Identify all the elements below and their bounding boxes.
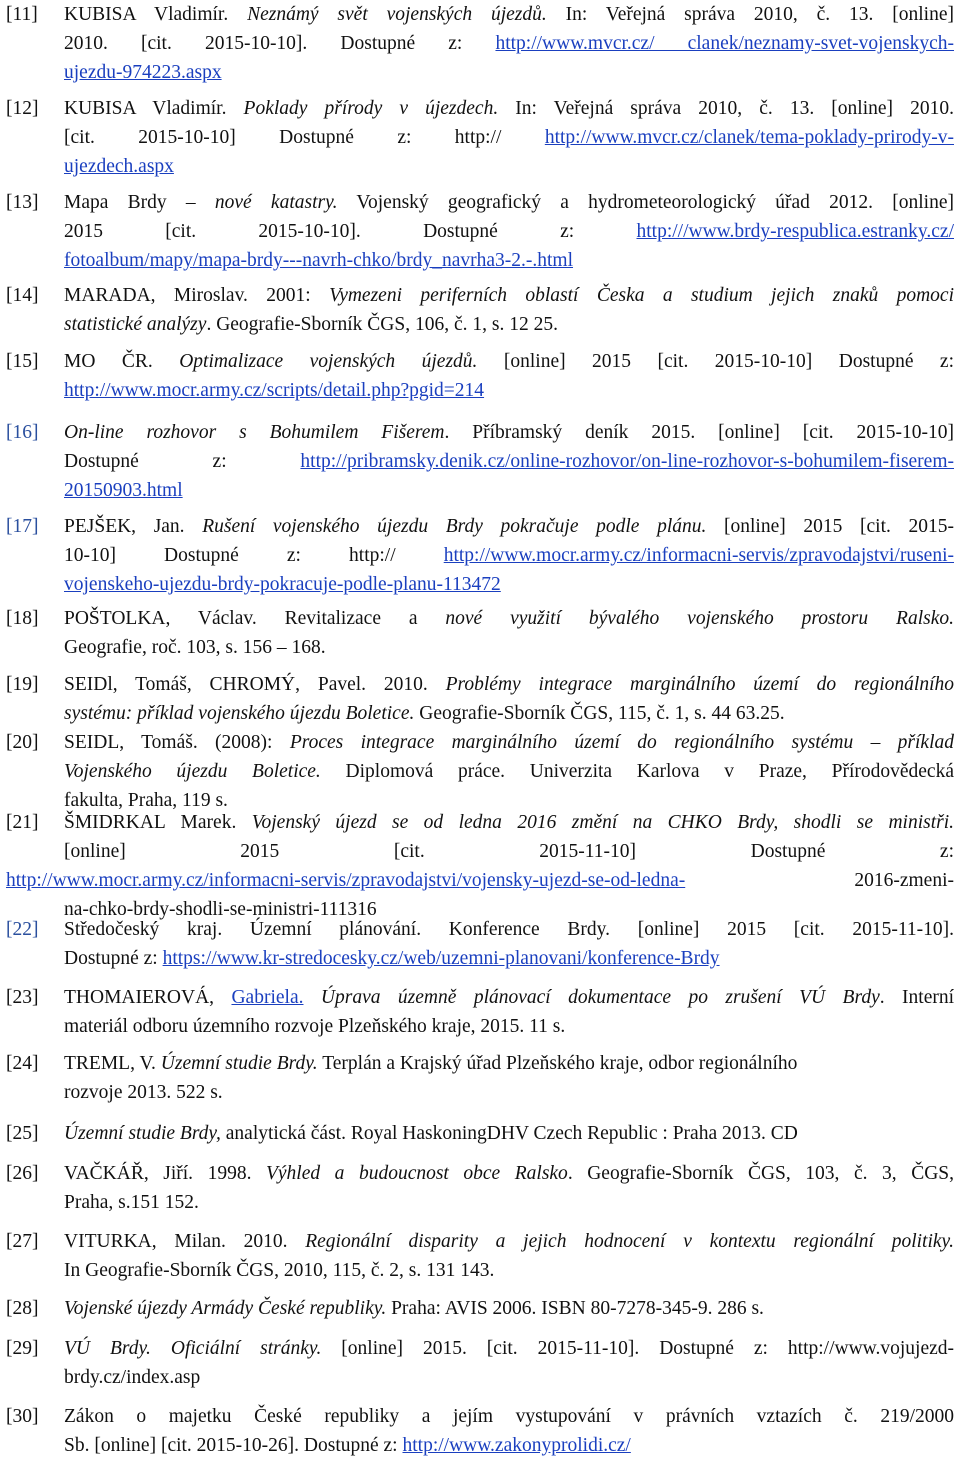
reference-text: TREML, V. <box>64 1053 161 1074</box>
reference-line <box>64 478 954 503</box>
reference-line <box>64 312 954 337</box>
reference-text: In: Veřejná správa 2010, č. 13. [online] <box>546 4 954 25</box>
reference-text: ŠMIDRKAL Marek. <box>64 812 252 833</box>
reference-line <box>64 672 954 697</box>
reference-number: [23] <box>6 987 39 1008</box>
reference-line <box>64 2 954 27</box>
reference-text: . Příbramský deník 2015. [online] [cit. 2015-10-10] <box>444 422 954 443</box>
reference-line <box>64 1404 954 1429</box>
reference-title: Vojenský újezd se od ledna 2016 změní na CHKO Brdy, shodli se ministři. <box>251 812 954 833</box>
reference-title: Vojenského újezdu Boletice. <box>64 761 321 782</box>
reference-line <box>64 154 954 179</box>
reference-number: [30] <box>6 1406 39 1427</box>
reference-line <box>64 759 954 784</box>
reference-line <box>64 514 954 539</box>
reference-number: [14] <box>6 285 39 306</box>
reference-link[interactable]: http:///www.brdy-respublica.estranky.cz/ <box>636 221 954 242</box>
reference-text: [online] 2015 [cit. 2015-10-10] Dostupné z: <box>477 351 954 372</box>
reference-line <box>64 1014 954 1039</box>
reference-number: [16] <box>6 422 39 443</box>
reference-text: [online] 2015 [cit. 2015- <box>706 516 954 537</box>
reference-text: [cit. 2015-10-10] Dostupné z: http:// <box>64 127 545 148</box>
reference-text: 10-10] Dostupné z: http:// <box>64 545 444 566</box>
reference-text: 2015 [cit. 2015-10-10]. Dostupné z: <box>64 221 637 242</box>
reference-text: SEIDL, Tomáš. (2008): <box>64 732 290 753</box>
reference-text: MARADA, Miroslav. 2001: <box>64 285 330 306</box>
reference-title: Územní studie Brdy, <box>64 1123 221 1144</box>
reference-line <box>64 31 954 56</box>
reference-link[interactable]: https://www.kr-stredocesky.cz/web/uzemni-planovani/konference-Brdy <box>162 948 720 969</box>
reference-text: Praha, s.151 152. <box>64 1192 199 1213</box>
reference-title: Neznámý svět vojenských újezdů. <box>247 4 547 25</box>
reference-text: brdy.cz/index.asp <box>64 1367 201 1388</box>
reference-line <box>64 1051 954 1076</box>
reference-text: PEJŠEK, Jan. <box>64 516 203 537</box>
reference-text: MO ČR. <box>64 351 180 372</box>
reference-text: [online] 2015. [cit. 2015-11-10]. Dostupné z: http://www.vojujezd- <box>321 1338 954 1359</box>
reference-title: Optimalizace vojenských újezdů. <box>179 351 478 372</box>
reference-line <box>64 378 954 403</box>
reference-line <box>64 1336 954 1361</box>
reference-text: analytická část. Royal HaskoningDHV Czech Republic : Praha 2013. CD <box>220 1123 798 1144</box>
reference-text: . Geografie-Sborník ČGS, 106, č. 1, s. 12 25. <box>206 314 558 335</box>
reference-text: Vojenský geografický a hydrometeorologický úřad 2012. [online] <box>337 192 954 213</box>
reference-text: 2016-zmeni- <box>685 870 954 891</box>
reference-title: VÚ Brdy. Oficiální stránky. <box>64 1338 322 1359</box>
reference-text: Geografie, roč. 103, s. 156 – 168. <box>64 637 326 658</box>
reference-line <box>64 985 954 1010</box>
reference-title: On-line rozhovor s Bohumilem Fišerem <box>64 422 445 443</box>
reference-line <box>64 1121 954 1146</box>
reference-line <box>64 701 954 726</box>
reference-number: [25] <box>6 1123 39 1144</box>
reference-text: VITURKA, Milan. 2010. <box>64 1231 306 1252</box>
reference-link[interactable]: http://www.mvcr.cz/ clanek/neznamy-svet-vojenskych- <box>495 33 954 54</box>
reference-title: Výhled a budoucnost obce Ralsko <box>265 1163 568 1184</box>
reference-number: [15] <box>6 351 39 372</box>
reference-title: Vojenské újezdy Armády České republiky. <box>64 1298 387 1319</box>
reference-line <box>64 349 954 374</box>
reference-line <box>64 1161 954 1186</box>
reference-line <box>64 420 954 445</box>
reference-title: nové katastry. <box>214 192 338 213</box>
reference-line <box>64 1190 954 1215</box>
reference-number: [19] <box>6 674 39 695</box>
reference-text: VAČKÁŘ, Jiří. 1998. <box>64 1163 266 1184</box>
reference-text: 2010. [cit. 2015-10-10]. Dostupné z: <box>64 33 496 54</box>
reference-line <box>64 449 954 474</box>
reference-line <box>64 606 954 631</box>
reference-number: [26] <box>6 1163 39 1184</box>
reference-text: Zákon o majetku České republiky a jejím vystupování v právních vztazích č. 219/2000 <box>64 1406 954 1427</box>
reference-line <box>64 219 954 244</box>
reference-number: [20] <box>6 732 39 753</box>
reference-line <box>64 543 954 568</box>
reference-line <box>64 946 954 971</box>
reference-line <box>64 125 954 150</box>
reference-line <box>64 635 954 660</box>
reference-link[interactable]: fotoalbum/mapy/mapa-brdy---navrh-chko/brdy_navrha3-2.-.html <box>64 250 574 271</box>
reference-link[interactable]: ujezdu-974223.aspx <box>64 62 222 83</box>
reference-title: Problémy integrace marginálního území do regionálního <box>445 674 954 695</box>
reference-title: nové využití bývalého vojenského prostoru Ralsko. <box>445 608 954 629</box>
reference-text: Diplomová práce. Univerzita Karlova v Praze, Přírodovědecká <box>320 761 954 782</box>
reference-line <box>64 839 954 864</box>
reference-text: In: Veřejná správa 2010, č. 13. [online] 2010. <box>498 98 954 119</box>
reference-number: [28] <box>6 1298 39 1319</box>
reference-line <box>64 1258 954 1283</box>
reference-text: na-chko-brdy-shodli-se-ministri-111316 <box>64 899 377 920</box>
reference-text: POŠTOLKA, Václav. Revitalizace a <box>64 608 446 629</box>
reference-title: Proces integrace marginálního území do regionálního systému – příklad <box>289 732 954 753</box>
reference-text: KUBISA Vladimír. <box>64 4 248 25</box>
reference-link[interactable]: vojenskeho-ujezdu-brdy-pokracuje-podle-planu-113472 <box>64 574 501 595</box>
reference-title: Regionální disparity a jejich hodnocení v kontextu regionální politiky. <box>305 1231 954 1252</box>
reference-line <box>64 60 954 85</box>
reference-text: fakulta, Praha, 119 s. <box>64 790 228 811</box>
reference-text: . Geografie-Sborník ČGS, 103, č. 3, ČGS, <box>567 1163 954 1184</box>
reference-line <box>64 283 954 308</box>
reference-text: Geografie-Sborník ČGS, 115, č. 1, s. 44 63.25. <box>414 703 785 724</box>
reference-link[interactable]: http://www.mocr.army.cz/scripts/detail.php?pgid=214 <box>64 380 485 401</box>
reference-text: rozvoje 2013. 522 s. <box>64 1082 223 1103</box>
reference-number: [22] <box>6 919 39 940</box>
reference-text: THOMAIEROVÁ, <box>64 987 232 1008</box>
reference-line <box>64 1229 954 1254</box>
reference-line <box>64 248 954 273</box>
reference-number: [21] <box>6 812 39 833</box>
reference-text: Sb. [online] [cit. 2015-10-26]. Dostupné z: <box>64 1435 403 1456</box>
reference-line <box>64 1365 954 1390</box>
reference-title: Územní studie Brdy. <box>160 1053 318 1074</box>
reference-line <box>64 730 954 755</box>
reference-text: Dostupné z: <box>64 451 301 472</box>
reference-number: [17] <box>6 516 39 537</box>
reference-number: [11] <box>6 4 38 25</box>
reference-link[interactable]: 20150903.html <box>64 480 183 501</box>
reference-number: [29] <box>6 1338 39 1359</box>
reference-title: Rušení vojenského újezdu Brdy pokračuje podle plánu. <box>202 516 707 537</box>
reference-link[interactable]: http://www.mocr.army.cz/informacni-servis/zpravodajstvi/ruseni- <box>443 545 954 566</box>
reference-title: Vymezeni periferních oblastí Česka a studium jejich znaků pomoci <box>329 285 954 306</box>
reference-link[interactable]: Gabriela. <box>231 987 304 1008</box>
reference-link[interactable]: http://www.mvcr.cz/clanek/tema-poklady-prirody-v- <box>544 127 954 148</box>
reference-number: [18] <box>6 608 39 629</box>
reference-text: Dostupné z: <box>64 948 163 969</box>
reference-number: [27] <box>6 1231 39 1252</box>
reference-line <box>64 1433 954 1458</box>
reference-title: Poklady přírody v újezdech. <box>243 98 499 119</box>
reference-text: Mapa Brdy – <box>64 192 215 213</box>
reference-line <box>64 96 954 121</box>
reference-text: materiál odboru územního rozvoje Plzeňského kraje, 2015. 11 s. <box>64 1016 566 1037</box>
reference-line <box>64 1296 954 1321</box>
reference-number: [13] <box>6 192 39 213</box>
reference-text: In Geografie-Sborník ČGS, 2010, 115, č. 2, s. 131 143. <box>64 1260 495 1281</box>
reference-link[interactable]: http://www.mocr.army.cz/informacni-servis/zpravodajstvi/vojensky-ujezd-se-od-ledna- <box>6 870 686 891</box>
reference-line <box>64 190 954 215</box>
reference-line <box>64 917 954 942</box>
reference-line <box>64 572 954 597</box>
reference-title: systému: příklad vojenského újezdu Boletice. <box>64 703 415 724</box>
reference-line <box>64 810 954 835</box>
reference-text: . Interní <box>879 987 955 1008</box>
reference-link[interactable]: http://www.zakonyprolidi.cz/ <box>402 1435 631 1456</box>
reference-number: [24] <box>6 1053 39 1074</box>
reference-link[interactable]: http://pribramsky.denik.cz/online-rozhovor/on-line-rozhovor-s-bohumilem-fiserem- <box>300 451 954 472</box>
reference-text: Terplán a Krajský úřad Plzeňského kraje, odbor regionálního <box>317 1053 798 1074</box>
reference-text: KUBISA Vladimír. <box>64 98 244 119</box>
reference-text: SEIDl, Tomáš, CHROMÝ, Pavel. 2010. <box>64 674 446 695</box>
reference-line <box>64 1080 954 1105</box>
reference-link[interactable]: ujezdech.aspx <box>64 156 174 177</box>
reference-text: Praha: AVIS 2006. ISBN 80-7278-345-9. 286 s. <box>386 1298 764 1319</box>
reference-title: Úprava územně plánovací dokumentace po zrušení VÚ Brdy <box>320 987 880 1008</box>
reference-number: [12] <box>6 98 39 119</box>
reference-text <box>303 987 320 1008</box>
reference-title: statistické analýzy <box>64 314 207 335</box>
reference-line <box>6 868 954 893</box>
reference-text: [online] 2015 [cit. 2015-11-10] Dostupné z: <box>64 841 954 862</box>
reference-text: Středočeský kraj. Územní plánování. Konference Brdy. [online] 2015 [cit. 2015-11-10]. <box>64 919 954 940</box>
